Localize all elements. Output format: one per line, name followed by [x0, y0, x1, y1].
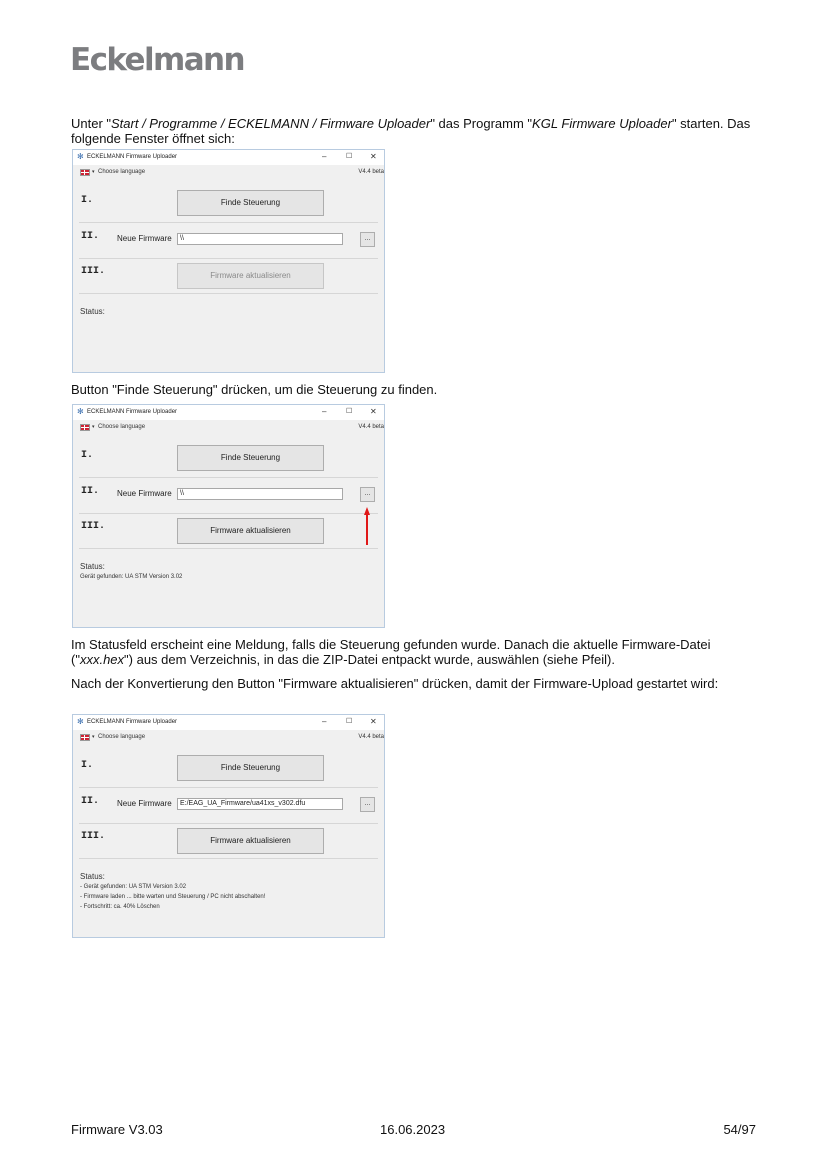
status-label: Status:	[80, 562, 105, 571]
find-controller-button[interactable]: Finde Steuerung	[177, 445, 324, 471]
footer-firmware-version: Firmware V3.03	[71, 1122, 163, 1137]
separator	[79, 787, 378, 788]
firmware-label: Neue Firmware	[117, 799, 172, 808]
language-selector[interactable]: Choose language	[98, 169, 146, 175]
separator	[79, 823, 378, 824]
step-2-label: II.	[81, 796, 100, 807]
separator	[79, 222, 378, 223]
maximize-button[interactable]: ☐	[346, 718, 353, 725]
update-firmware-button[interactable]: Firmware aktualisieren	[177, 518, 324, 544]
separator	[79, 258, 378, 259]
eckelmann-logo: Eckelmann	[70, 42, 244, 78]
language-row	[73, 420, 384, 436]
status-message: - Fortschritt: ca. 40% Löschen	[80, 904, 160, 910]
uk-flag-icon[interactable]	[80, 734, 90, 741]
firmware-label: Neue Firmware	[117, 234, 172, 243]
firmware-path-input[interactable]: \\	[177, 488, 343, 500]
maximize-button[interactable]: ☐	[346, 408, 353, 415]
uk-flag-icon[interactable]	[80, 424, 90, 431]
step-1-label: I.	[81, 760, 94, 771]
language-selector[interactable]: Choose language	[98, 424, 146, 430]
status-instruction-paragraph: Im Statusfeld erscheint eine Meldung, falls die Steuerung gefunden wurde. Danach die aktuelle Firmware-Datei ("xxx.hex") aus dem Verzeichnis, in das die ZIP-Datei entpackt wurde, auswählen (siehe Pfeil).	[71, 637, 711, 667]
minimize-button[interactable]: –	[322, 717, 327, 726]
intro-paragraph: Unter "Start / Programme / ECKELMANN / Firmware Uploader" das Programm "KGL Firmware Uploader" starten. Das folgende Fenster öffnet sich:	[71, 116, 751, 146]
step-1-label: I.	[81, 195, 94, 206]
step-3-label: III.	[81, 521, 106, 532]
update-instruction-paragraph: Nach der Konvertierung den Button "Firmware aktualisieren" drücken, damit der Firmware-Upload gestartet wird:	[71, 676, 719, 691]
chevron-down-icon[interactable]: ▾	[92, 169, 95, 175]
uploader-window-screenshot	[72, 714, 385, 938]
update-firmware-button[interactable]: Firmware aktualisieren	[177, 828, 324, 854]
version-label: V4.4 beta	[358, 734, 384, 740]
footer-page-number: 54/97	[723, 1122, 756, 1137]
language-row	[73, 165, 384, 181]
status-message: - Firmware laden ... bitte warten und Steuerung / PC nicht abschalten!	[80, 894, 266, 900]
window-titlebar	[73, 150, 384, 165]
close-button[interactable]: ✕	[370, 407, 377, 416]
step-2-label: II.	[81, 231, 100, 242]
firmware-path-input[interactable]: \\	[177, 233, 343, 245]
firmware-path-input[interactable]: E:/EAG_UA_Firmware/ua41xs_v302.dfu	[177, 798, 343, 810]
version-label: V4.4 beta	[358, 424, 384, 430]
app-icon: ✻	[77, 152, 84, 161]
separator	[79, 477, 378, 478]
red-arrow-indicator	[364, 507, 370, 545]
browse-button[interactable]: ...	[360, 487, 375, 502]
window-titlebar	[73, 715, 384, 730]
version-label: V4.4 beta	[358, 169, 384, 175]
separator	[79, 293, 378, 294]
status-label: Status:	[80, 307, 105, 316]
footer-date: 16.06.2023	[380, 1122, 446, 1137]
chevron-down-icon[interactable]: ▾	[92, 734, 95, 740]
step-3-label: III.	[81, 266, 106, 277]
status-message: - Gerät gefunden: UA STM Version 3.02	[80, 884, 187, 890]
close-button[interactable]: ✕	[370, 152, 377, 161]
minimize-button[interactable]: –	[322, 407, 327, 416]
status-message: Gerät gefunden: UA STM Version 3.02	[80, 574, 183, 580]
status-label: Status:	[80, 872, 105, 881]
close-button[interactable]: ✕	[370, 717, 377, 726]
step-1-label: I.	[81, 450, 94, 461]
update-firmware-button[interactable]: Firmware aktualisieren	[177, 263, 324, 289]
window-title: ECKELMANN Firmware Uploader	[87, 154, 178, 160]
browse-button[interactable]: ...	[360, 797, 375, 812]
find-controller-button[interactable]: Finde Steuerung	[177, 190, 324, 216]
step-3-label: III.	[81, 831, 106, 842]
find-instruction-paragraph: Button "Finde Steuerung" drücken, um die Steuerung zu finden.	[71, 382, 438, 397]
find-controller-button[interactable]: Finde Steuerung	[177, 755, 324, 781]
browse-button[interactable]: ...	[360, 232, 375, 247]
window-title: ECKELMANN Firmware Uploader	[87, 409, 178, 415]
step-2-label: II.	[81, 486, 100, 497]
uk-flag-icon[interactable]	[80, 169, 90, 176]
app-icon: ✻	[77, 717, 84, 726]
window-titlebar	[73, 405, 384, 420]
uploader-window-screenshot	[72, 404, 385, 628]
uploader-window-screenshot	[72, 149, 385, 373]
chevron-down-icon[interactable]: ▾	[92, 424, 95, 430]
separator	[79, 548, 378, 549]
language-row	[73, 730, 384, 746]
separator	[79, 858, 378, 859]
language-selector[interactable]: Choose language	[98, 734, 146, 740]
maximize-button[interactable]: ☐	[346, 153, 353, 160]
minimize-button[interactable]: –	[322, 152, 327, 161]
window-title: ECKELMANN Firmware Uploader	[87, 719, 178, 725]
firmware-label: Neue Firmware	[117, 489, 172, 498]
separator	[79, 513, 378, 514]
app-icon: ✻	[77, 407, 84, 416]
